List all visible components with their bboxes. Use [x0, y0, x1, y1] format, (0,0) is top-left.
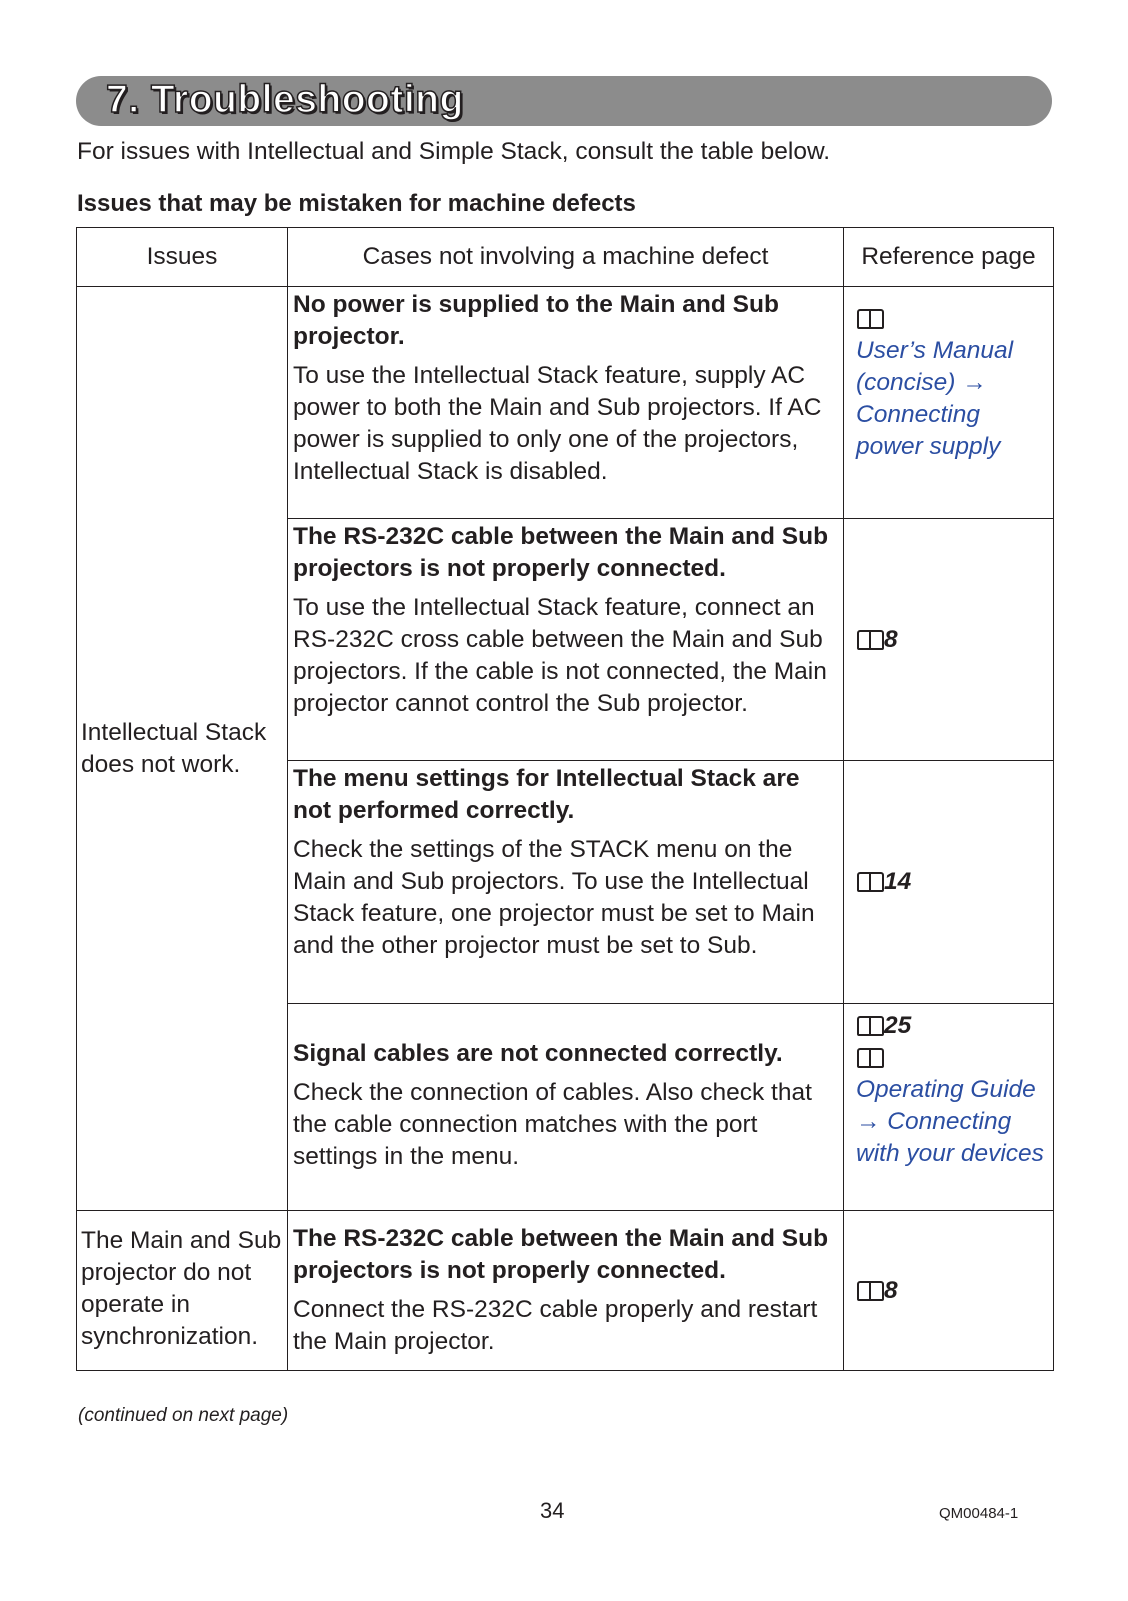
- reference-page-number[interactable]: 8: [884, 625, 898, 653]
- reference-cell: [844, 287, 1054, 519]
- document-code: QM00484-1: [939, 1505, 1019, 1522]
- case-description: To use the Intellectual Stack feature, connect an RS-232C cross cable between the Main and Sub projectors. If the cable is not connected, the Main projector cannot control the Sub projector.: [293, 594, 827, 717]
- table-row: [77, 1211, 1054, 1371]
- book-icon: [856, 1014, 884, 1036]
- reference-cell: [844, 1004, 1054, 1211]
- reference-page-number[interactable]: 8: [884, 1276, 898, 1304]
- reference-cell: [844, 519, 1054, 761]
- case-title: The RS-232C cable between the Main and Sub projectors is not properly connected.: [293, 523, 829, 582]
- case-title: No power is supplied to the Main and Sub projector.: [293, 291, 779, 350]
- case-description: Check the connection of cables. Also check that the cable connection matches with the port settings in the menu.: [293, 1078, 812, 1170]
- book-icon: [856, 1046, 884, 1068]
- case-description: Check the settings of the STACK menu on the Main and Sub projectors. To use the Intellectual Stack feature, one projector must be set to Main and the other projector must be set to Sub.: [293, 836, 815, 959]
- column-header-reference: Reference page: [844, 228, 1054, 287]
- case-cell: [288, 761, 844, 1004]
- column-header-cases: Cases not involving a machine defect: [288, 228, 844, 287]
- section-title-bar: [76, 76, 1052, 126]
- issue-cell: Intellectual Stack does not work.: [77, 287, 288, 1211]
- table-header-row: [77, 228, 1054, 287]
- book-icon: [856, 307, 884, 329]
- table-row: [77, 287, 1054, 519]
- reference-link[interactable]: Operating Guide → Connecting with your devices: [856, 1076, 1044, 1167]
- page-title: 7. Troubleshooting: [106, 78, 464, 121]
- case-cell: [288, 287, 844, 519]
- book-icon: [856, 628, 884, 650]
- troubleshooting-table: [76, 227, 1054, 1371]
- page-number: 34: [540, 1498, 565, 1523]
- reference-page-number[interactable]: 25: [884, 1012, 912, 1039]
- column-header-issues: Issues: [77, 228, 288, 287]
- book-icon: [856, 1279, 884, 1301]
- case-description: To use the Intellectual Stack feature, supply AC power to both the Main and Sub projectors. If AC power is supplied to only one of the projectors, Intellectual Stack is disabled.: [293, 362, 822, 485]
- case-title: The menu settings for Intellectual Stack are not performed correctly.: [293, 765, 800, 824]
- issue-cell: The Main and Sub projector do not operate in synchronization.: [77, 1211, 288, 1371]
- case-title: Signal cables are not connected correctly.: [293, 1039, 783, 1067]
- reference-cell: [844, 1211, 1054, 1371]
- intro-text: For issues with Intellectual and Simple Stack, consult the table below.: [77, 138, 831, 165]
- reference-page-number[interactable]: 14: [884, 868, 912, 895]
- case-cell: [288, 1004, 844, 1211]
- reference-cell: [844, 761, 1054, 1004]
- case-title: The RS-232C cable between the Main and Sub projectors is not properly connected.: [293, 1225, 829, 1284]
- reference-link[interactable]: User’s Manual (concise) → Connecting power supply: [856, 337, 1014, 460]
- case-cell: [288, 1211, 844, 1371]
- book-icon: [856, 870, 884, 892]
- case-description: Connect the RS-232C cable properly and restart the Main projector.: [293, 1296, 818, 1355]
- continued-note: (continued on next page): [78, 1405, 289, 1426]
- table-heading: Issues that may be mistaken for machine defects: [77, 190, 636, 217]
- case-cell: [288, 519, 844, 761]
